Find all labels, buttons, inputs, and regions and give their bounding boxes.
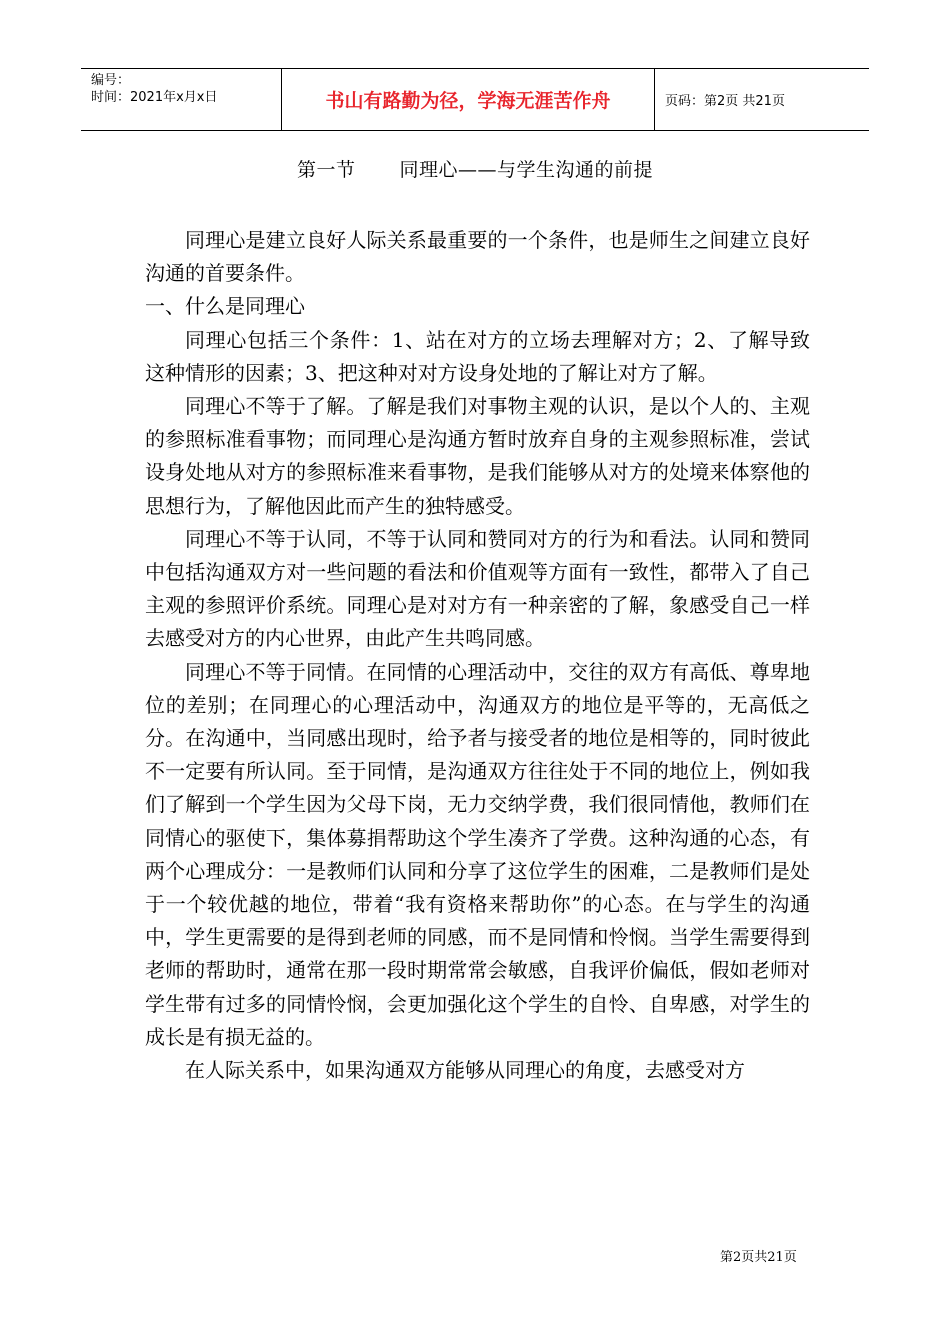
page-footer: 第2页共21页 [720, 1250, 797, 1265]
page-info: 页码：第2页 共21页 [665, 94, 785, 109]
paragraph: 同理心包括三个条件：1、站在对方的立场去理解对方；2、了解导致这种情形的因素；3、把这种对对方设身处地的了解让对方了解。 [145, 327, 810, 385]
paragraph: 同理心不等于同情。在同情的心理活动中，交往的双方有高低、尊卑地位的差别；在同理心的心理活动中，沟通双方的地位是平等的，无高低之分。在沟通中，当同感出现时，给予者与接受者的地位是相等的，同时彼此不一定要有所认同。至于同情，是沟通双方往往处于不同的地位上，例如我们了解到一个学生因为父母下岗，无力交纳学费，我们很同情他，教师们在同情心的驱使下，集体募捐帮助这个学生凑齐了学费。这种沟通的心态，有两个心理成分：一是教师们认同和分享了这位学生的困难，二是教师们是处于一个较优越的地位，带着“我有资格来帮助你”的心态。在与学生的沟通中，学生更需要的是得到老师的同感，而不是同情和怜悯。当学生需要得到老师的帮助时，通常在那一段时期常常会敏感，自我评价偏低，假如老师对学生带有过多的同情怜悯，会更加强化这个学生的自怜、自卑感，对学生的成长是有损无益的。 [145, 659, 810, 1049]
paragraph: 同理心不等于了解。了解是我们对事物主观的认识，是以个人的、主观的参照标准看事物；而同理心是沟通方暂时放弃自身的主观参照标准，尝试设身处地从对方的参照标准来看事物，是我们能够从对方的处境来体察他的思想行为，了解他因此而产生的独特感受。 [145, 394, 810, 518]
paragraph: 在人际关系中，如果沟通双方能够从同理心的角度，去感受对方 [185, 1058, 745, 1083]
paragraph: 同理心不等于认同，不等于认同和赞同对方的行为和看法。认同和赞同中包括沟通双方对一些问题的看法和价值观等方面有一致性，都带入了自己主观的参照评价系统。同理心是对对方有一种亲密的了解，象感受自己一样去感受对方的内心世界，由此产生共鸣同感。 [145, 526, 810, 651]
section-number: 第一节 [296, 159, 356, 181]
document-body [145, 224, 810, 1087]
date-line: 时间：2021年x月x日 [91, 90, 218, 105]
header-motto-cell [282, 69, 655, 130]
header-meta-cell [81, 69, 282, 130]
section-title [0, 155, 950, 182]
section-topic: 同理心——与学生沟通的前提 [399, 159, 654, 181]
header-page-cell [655, 69, 869, 130]
motto-text: 书山有路勤为径，学海无涯苦作舟 [325, 90, 611, 112]
page-header [81, 68, 869, 131]
paragraph: 同理心是建立良好人际关系最重要的一个条件，也是师生之间建立良好沟通的首要条件。 [145, 228, 810, 286]
subsection-heading: 一、什么是同理心 [145, 294, 305, 319]
serial-number-label: 编号： [91, 73, 131, 88]
